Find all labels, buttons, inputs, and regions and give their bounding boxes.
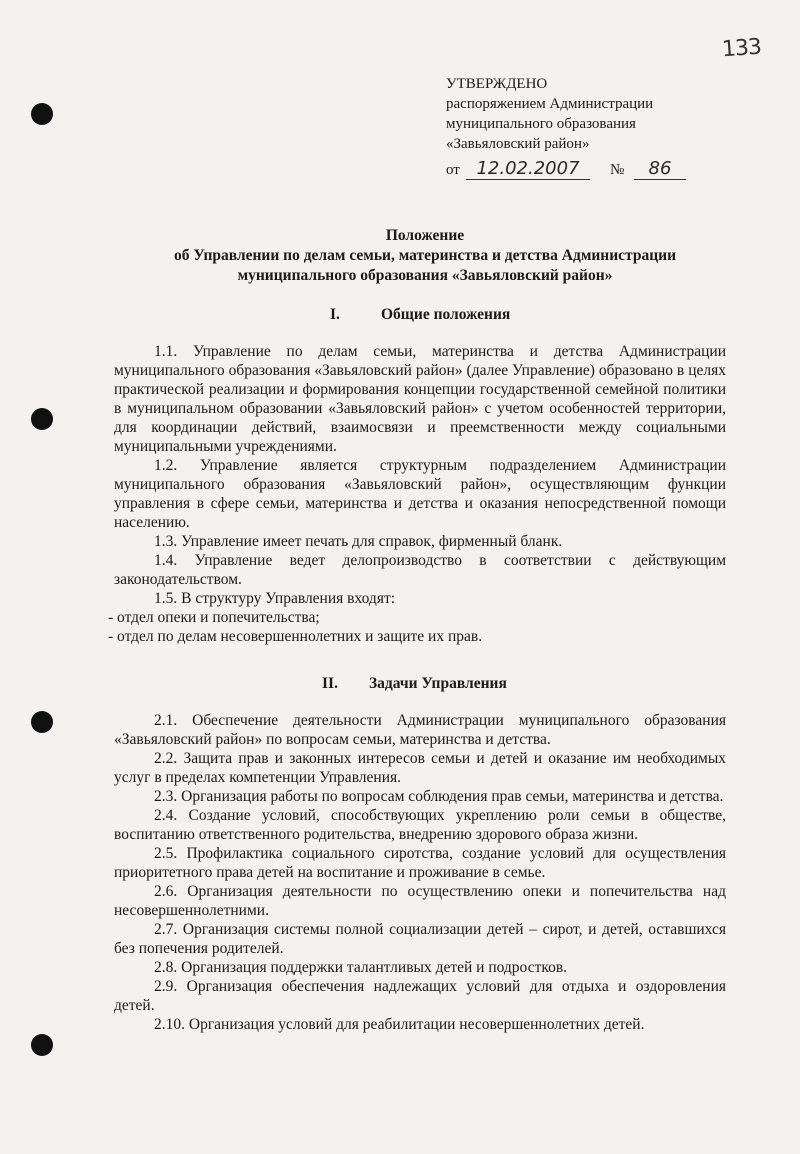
section-body xyxy=(108,342,726,646)
section-number: II. xyxy=(322,675,338,692)
date-label: от xyxy=(446,162,460,178)
approval-line: муниципального образования xyxy=(446,116,636,132)
list-item: - отдел опеки и попечительства; xyxy=(108,609,320,626)
list-item: - отдел по делам несовершеннолетних и защите их прав. xyxy=(108,628,483,645)
paragraph: 2.4. Создание условий, способствующих укреплению роли семьи в обществе, воспитанию ответственного родительства, внедрению здорового образа жизни. xyxy=(114,807,726,843)
title-line: муниципального образования «Завьяловский район» xyxy=(237,267,613,284)
punch-hole xyxy=(31,1034,53,1056)
handwritten-page-number: 133 xyxy=(721,34,762,63)
paragraph: 2.7. Организация системы полной социализации детей – сирот, и детей, оставшихся без попечения родителей. xyxy=(114,921,726,957)
approval-line: «Завьяловский район» xyxy=(446,136,590,152)
section-number: I. xyxy=(330,306,340,323)
paragraph: 2.10. Организация условий для реабилитации несовершеннолетних детей. xyxy=(154,1016,645,1033)
title-line: Положение xyxy=(385,227,465,244)
handwritten-number: 86 xyxy=(634,159,686,180)
paragraph: 1.3. Управление имеет печать для справок, фирменный бланк. xyxy=(154,533,563,550)
section-title: Задачи Управления xyxy=(369,675,507,692)
paragraph: 2.1. Обеспечение деятельности Администрации муниципального образования «Завьяловский район» по вопросам семьи, материнства и детства. xyxy=(114,712,726,748)
section-title: Общие положения xyxy=(381,306,511,323)
punch-hole xyxy=(31,711,53,733)
paragraph: 1.1. Управление по делам семьи, материнства и детства Администрации муниципального образования «Завьяловский район» (далее Управление) образовано в целях практической реализации и формирования концепции государственной семейной политики в муниципальном образовании «Завьяловский район» с учетом особенностей территории, для координации действий, взаимосвязи и преемственности между социальными муниципальными учреждениями. xyxy=(114,343,726,455)
section-body xyxy=(114,711,726,1034)
paragraph: 2.6. Организация деятельности по осуществлению опеки и попечительства над несовершеннолетними. xyxy=(114,883,726,919)
paragraph: 2.2. Защита прав и законных интересов семьи и детей и оказание им необходимых услуг в пределах компетенции Управления. xyxy=(114,750,726,786)
approval-line: распоряжением Администрации xyxy=(446,96,654,112)
paragraph: 2.9. Организация обеспечения надлежащих условий для отдыха и оздоровления детей. xyxy=(114,978,726,1014)
document-title xyxy=(110,226,740,286)
paragraph: 1.2. Управление является структурным подразделением Администрации муниципального образования «Завьяловский район», осуществляющим функции управления в сфере семьи, материнства и детства и оказания непосредственной помощи населению. xyxy=(114,457,726,531)
paragraph: 1.4. Управление ведет делопроизводство в соответствии с действующим законодательством. xyxy=(114,552,726,588)
punch-hole xyxy=(31,408,53,430)
paragraph: 1.5. В структуру Управления входят: xyxy=(154,590,396,607)
approval-status: УТВЕРЖДЕНО xyxy=(446,76,548,92)
approval-block xyxy=(446,74,746,180)
paragraph: 2.3. Организация работы по вопросам соблюдения прав семьи, материнства и детства. xyxy=(154,788,724,805)
paragraph: 2.5. Профилактика социального сиротства, создание условий для осуществления приоритетного права детей на воспитание и проживание в семье. xyxy=(114,845,726,881)
number-label: № xyxy=(610,162,625,178)
title-line: об Управлении по делам семьи, материнства и детства Администрации xyxy=(173,247,677,264)
handwritten-date: 12.02.2007 xyxy=(466,159,590,180)
paragraph: 2.8. Организация поддержки талантливых детей и подростков. xyxy=(154,959,568,976)
approval-date-line xyxy=(446,158,746,180)
punch-hole xyxy=(31,103,53,125)
